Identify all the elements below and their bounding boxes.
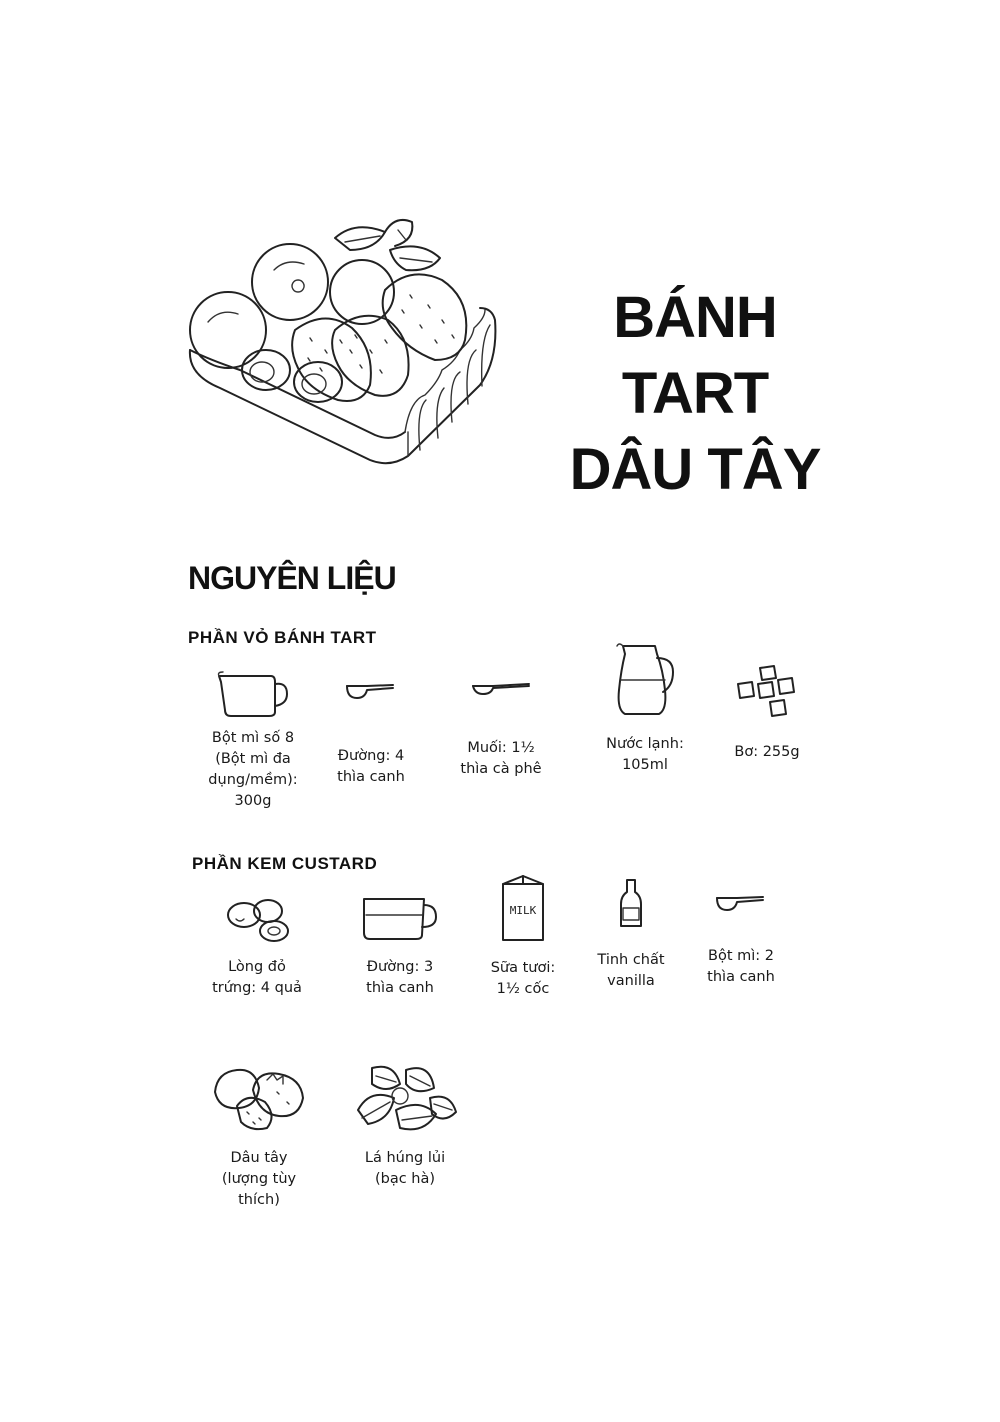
ingredient-label: Đường: 3 thìa canh xyxy=(366,959,434,996)
measuring-cup-icon xyxy=(360,895,440,943)
ingredient-flour xyxy=(188,668,318,812)
ingredient-label: Nước lạnh: 105ml xyxy=(606,736,684,773)
ingredient-strawberries xyxy=(194,1062,324,1211)
title-line-2: DÂU TÂY xyxy=(569,437,821,502)
egg-yolks-icon xyxy=(222,895,292,947)
recipe-title xyxy=(545,280,845,508)
teaspoon-icon xyxy=(469,668,533,722)
strawberry-tart-illustration xyxy=(180,210,510,475)
custard-heading: PHẦN KEM CUSTARD xyxy=(192,854,378,873)
water-jug-icon xyxy=(613,640,677,718)
ingredient-label: Bột mì: 2 thìa canh xyxy=(707,948,775,985)
ingredient-sugar-custard xyxy=(335,895,465,999)
ingredient-label: Lá húng lủi (bạc hà) xyxy=(364,1150,446,1187)
measuring-spoon-icon xyxy=(711,888,771,928)
crust-heading: PHẦN VỎ BÁNH TART xyxy=(188,628,377,647)
ingredient-label: Lòng đỏ trứng: 4 quả xyxy=(212,959,302,996)
title-line-1: BÁNH TART xyxy=(613,285,777,426)
ingredient-sugar xyxy=(306,668,436,788)
butter-cubes-icon xyxy=(732,662,802,724)
ingredient-label: Đường: 4 thìa canh xyxy=(337,748,405,785)
ingredient-mint xyxy=(340,1058,470,1190)
ingredient-label: Tinh chất vanilla xyxy=(597,952,665,989)
milk-carton-icon xyxy=(495,872,551,944)
ingredient-cold-water xyxy=(580,640,710,776)
ingredient-egg-yolks xyxy=(192,895,322,999)
measuring-spoon-icon xyxy=(341,668,401,722)
ingredient-butter xyxy=(702,662,832,763)
ingredient-label: Dâu tây (lượng tùy thích) xyxy=(221,1150,297,1208)
ingredient-label: Bột mì số 8 (Bột mì đa dụng/mềm): 300g xyxy=(208,730,298,809)
mint-leaves-icon xyxy=(350,1058,460,1144)
ingredient-label: Sữa tươi: 1½ cốc xyxy=(490,960,556,997)
carton-label: MILK xyxy=(509,904,537,917)
ingredients-heading: NGUYÊN LIỆU xyxy=(188,560,396,596)
strawberries-icon xyxy=(207,1062,311,1132)
ingredient-flour-custard xyxy=(676,888,806,988)
ingredient-label: Muối: 1½ thìa cà phê xyxy=(460,740,542,777)
ingredient-label: Bơ: 255g xyxy=(734,744,800,760)
measuring-cup-icon xyxy=(213,668,293,722)
vanilla-bottle-icon xyxy=(611,876,651,932)
ingredient-salt xyxy=(436,668,566,780)
